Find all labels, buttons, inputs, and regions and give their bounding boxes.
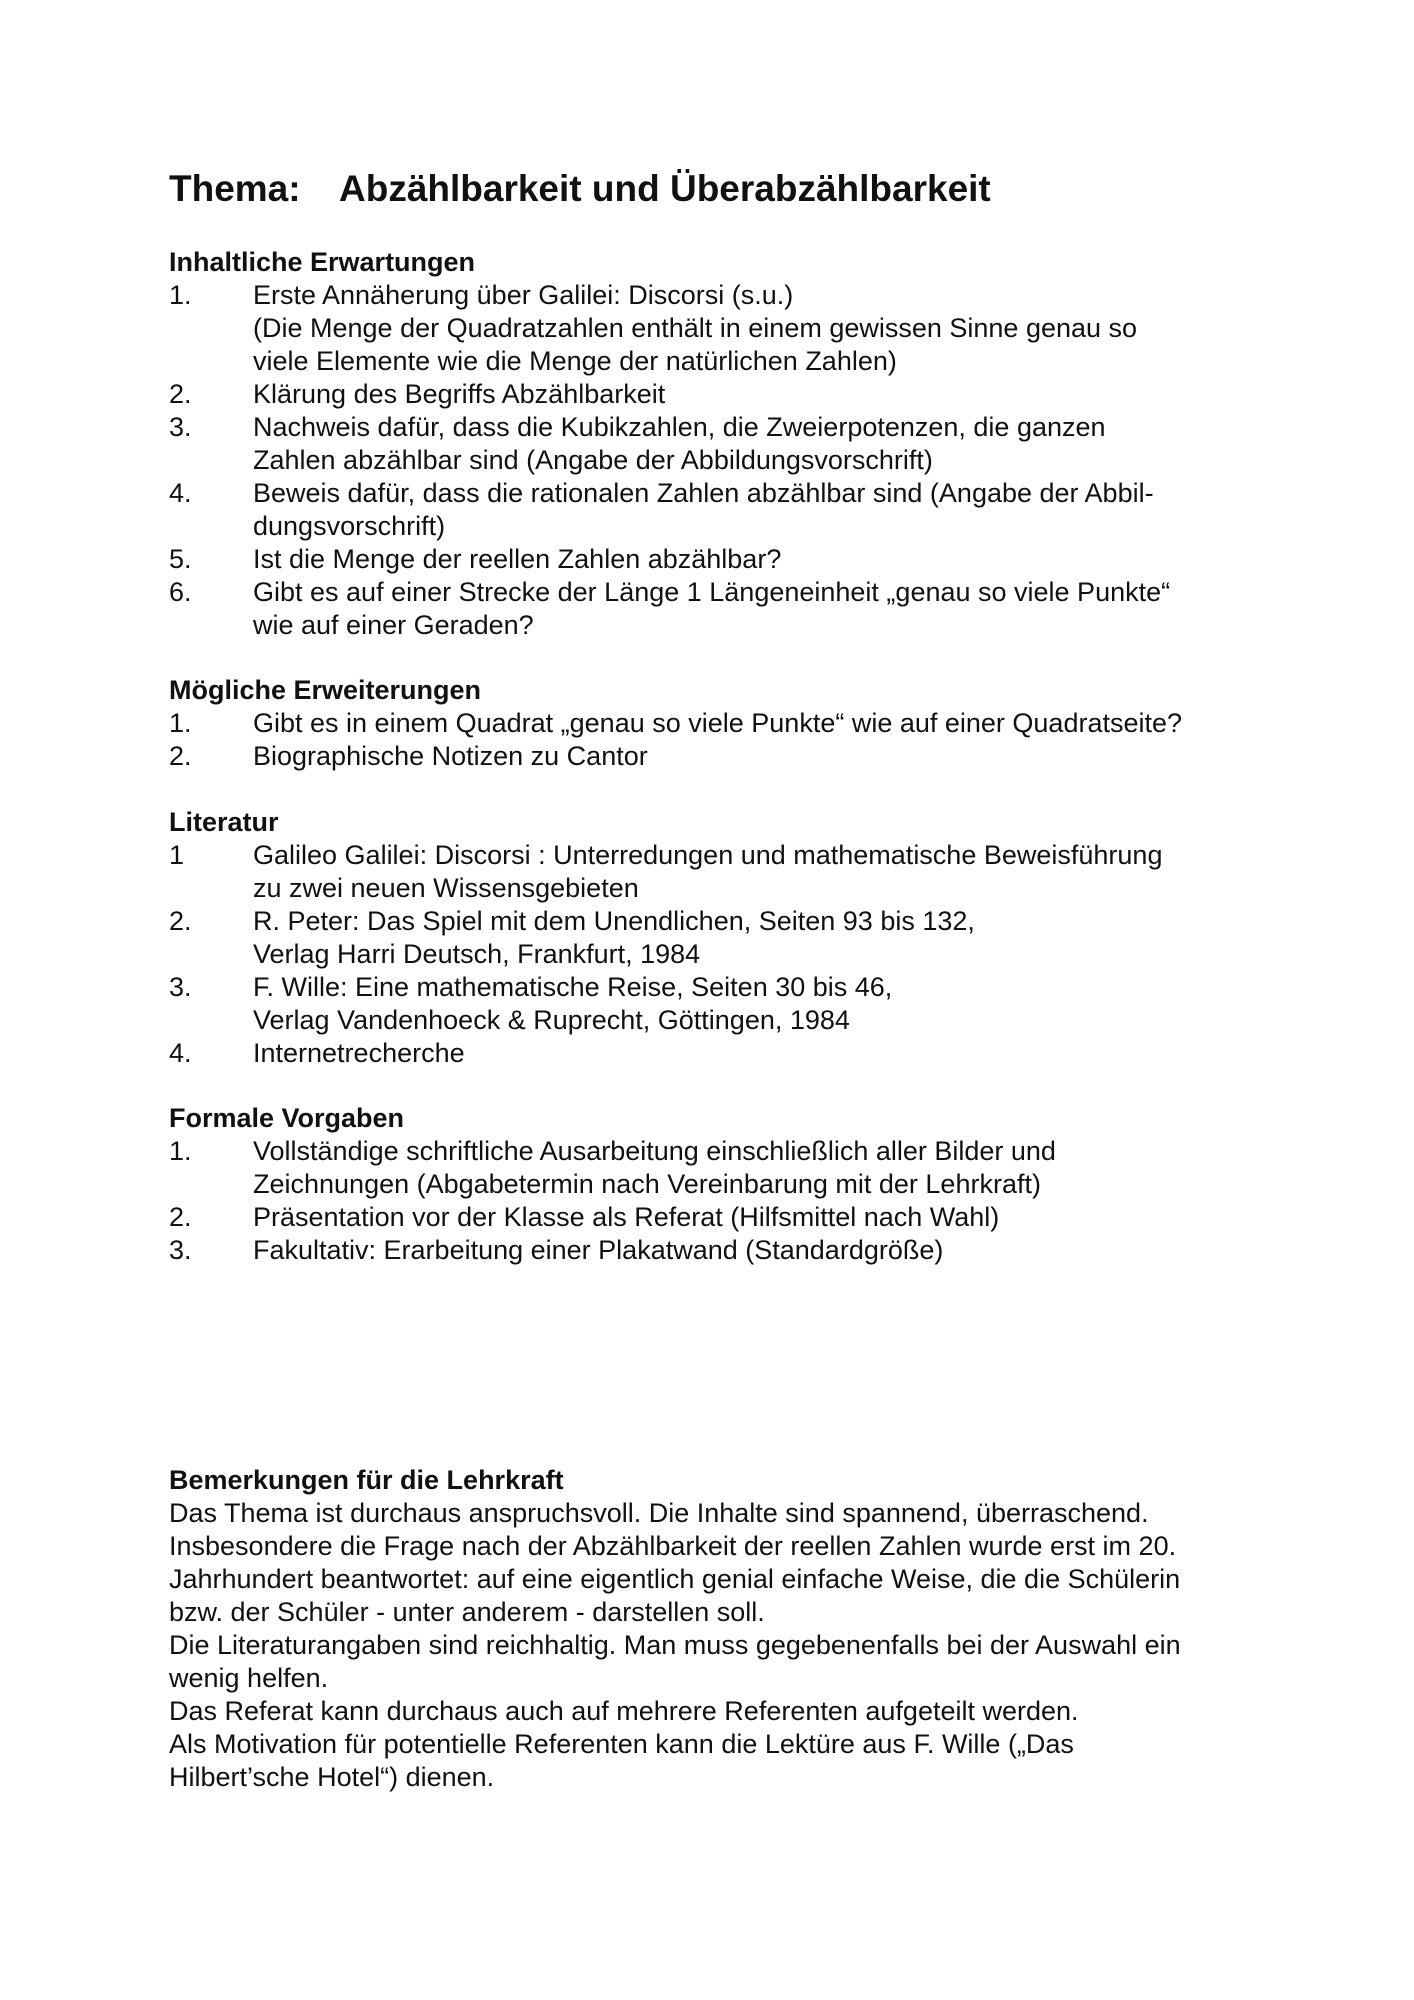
item-line: wie auf einer Geraden? bbox=[253, 610, 534, 640]
item-line: Zeichnungen (Abgabetermin nach Vereinbarung mit der Lehrkraft) bbox=[253, 1169, 1041, 1199]
page-title bbox=[169, 168, 991, 210]
item-number: 1 bbox=[169, 840, 185, 870]
list-item bbox=[169, 1135, 1289, 1201]
text-line: bzw. der Schüler - unter anderem - darstellen soll. bbox=[169, 1597, 765, 1627]
item-text bbox=[253, 411, 1289, 477]
item-text bbox=[253, 576, 1289, 642]
text-line: Insbesondere die Frage nach der Abzählbarkeit der reellen Zahlen wurde erst im 20. bbox=[169, 1531, 1177, 1561]
item-line: viele Elemente wie die Menge der natürlichen Zahlen) bbox=[253, 346, 897, 376]
list-item bbox=[169, 477, 1289, 543]
item-text bbox=[253, 1037, 1289, 1070]
item-text bbox=[253, 378, 1289, 411]
item-text bbox=[253, 707, 1289, 740]
item-number: 3. bbox=[169, 1235, 192, 1265]
list-item bbox=[169, 1037, 1289, 1070]
item-line: dungsvorschrift) bbox=[253, 511, 446, 541]
item-number: 2. bbox=[169, 1202, 192, 1232]
section-vorgaben bbox=[169, 1102, 1289, 1267]
list-item bbox=[169, 411, 1289, 477]
item-line: R. Peter: Das Spiel mit dem Unendlichen, Seiten 93 bis 132, bbox=[253, 906, 975, 936]
item-number: 3. bbox=[169, 972, 192, 1002]
list-item bbox=[169, 576, 1289, 642]
item-line: Präsentation vor der Klasse als Referat (Hilfsmittel nach Wahl) bbox=[253, 1202, 1000, 1232]
item-number: 1. bbox=[169, 280, 192, 310]
item-line: Internetrecherche bbox=[253, 1038, 465, 1068]
item-number: 1. bbox=[169, 1136, 192, 1166]
item-line: Erste Annäherung über Galilei: Discorsi (s.u.) bbox=[253, 280, 794, 310]
item-text bbox=[253, 477, 1289, 543]
text-line: Hilbert’sche Hotel“) dienen. bbox=[169, 1762, 495, 1792]
item-text bbox=[253, 905, 1289, 971]
item-line: Klärung des Begriffs Abzählbarkeit bbox=[253, 379, 666, 409]
text-line: Als Motivation für potentielle Referenten kann die Lektüre aus F. Wille („Das bbox=[169, 1729, 1074, 1759]
section-heading: Mögliche Erweiterungen bbox=[169, 675, 482, 705]
section-heading: Bemerkungen für die Lehrkraft bbox=[169, 1465, 564, 1495]
section-heading: Literatur bbox=[169, 807, 279, 837]
text-line: Das Referat kann durchaus auch auf mehrere Referenten aufgeteilt werden. bbox=[169, 1696, 1079, 1726]
list-item bbox=[169, 839, 1289, 905]
item-line: Zahlen abzählbar sind (Angabe der Abbildungsvorschrift) bbox=[253, 445, 933, 475]
item-line: Gibt es auf einer Strecke der Länge 1 Längeneinheit „genau so viele Punkte“ bbox=[253, 577, 1171, 607]
item-text bbox=[253, 543, 1289, 576]
item-line: Fakultativ: Erarbeitung einer Plakatwand (Standardgröße) bbox=[253, 1235, 944, 1265]
item-line: Verlag Vandenhoeck & Ruprecht, Göttingen, 1984 bbox=[253, 1005, 850, 1035]
list-item bbox=[169, 1201, 1289, 1234]
item-text bbox=[253, 1135, 1289, 1201]
item-text bbox=[253, 1234, 1289, 1267]
section-heading: Formale Vorgaben bbox=[169, 1103, 405, 1133]
item-line: Beweis dafür, dass die rationalen Zahlen abzählbar sind (Angabe der Abbil- bbox=[253, 478, 1154, 508]
list-item bbox=[169, 707, 1289, 740]
list-item bbox=[169, 740, 1289, 773]
item-line: (Die Menge der Quadratzahlen enthält in einem gewissen Sinne genau so bbox=[253, 313, 1138, 343]
item-line: Biographische Notizen zu Cantor bbox=[253, 741, 648, 771]
list-item bbox=[169, 279, 1289, 378]
text-line: Jahrhundert beantwortet: auf eine eigentlich genial einfache Weise, die die Schülerin bbox=[169, 1564, 1181, 1594]
item-text bbox=[253, 279, 1289, 378]
item-line: Verlag Harri Deutsch, Frankfurt, 1984 bbox=[253, 939, 701, 969]
section-erweiterungen bbox=[169, 674, 1289, 773]
item-line: Ist die Menge der reellen Zahlen abzählbar? bbox=[253, 544, 782, 574]
item-line: Vollständige schriftliche Ausarbeitung einschließlich aller Bilder und bbox=[253, 1136, 1056, 1166]
title-label: Thema: bbox=[169, 168, 301, 209]
item-line: Nachweis dafür, dass die Kubikzahlen, die Zweierpotenzen, die ganzen bbox=[253, 412, 1106, 442]
list-item bbox=[169, 1234, 1289, 1267]
item-number: 5. bbox=[169, 544, 192, 574]
item-text bbox=[253, 839, 1289, 905]
text-line: Das Thema ist durchaus anspruchsvoll. Die Inhalte sind spannend, überraschend. bbox=[169, 1498, 1149, 1528]
item-number: 1. bbox=[169, 708, 192, 738]
item-text bbox=[253, 740, 1289, 773]
list-item bbox=[169, 971, 1289, 1037]
text-line: Die Literaturangaben sind reichhaltig. Man muss gegebenenfalls bei der Auswahl ein bbox=[169, 1630, 1181, 1660]
item-line: F. Wille: Eine mathematische Reise, Seiten 30 bis 46, bbox=[253, 972, 893, 1002]
item-number: 2. bbox=[169, 741, 192, 771]
remarks-paragraph bbox=[169, 1497, 1289, 1794]
section-erwartungen bbox=[169, 246, 1289, 642]
list-item bbox=[169, 905, 1289, 971]
section-heading: Inhaltliche Erwartungen bbox=[169, 247, 476, 277]
list-item bbox=[169, 543, 1289, 576]
item-number: 2. bbox=[169, 379, 192, 409]
item-text bbox=[253, 1201, 1289, 1234]
item-line: Galileo Galilei: Discorsi : Unterredungen und mathematische Beweisführung bbox=[253, 840, 1163, 870]
section-literatur bbox=[169, 806, 1289, 1070]
item-text bbox=[253, 971, 1289, 1037]
item-number: 2. bbox=[169, 906, 192, 936]
item-number: 4. bbox=[169, 478, 192, 508]
item-number: 6. bbox=[169, 577, 192, 607]
text-line: wenig helfen. bbox=[169, 1663, 329, 1693]
item-number: 4. bbox=[169, 1038, 192, 1068]
list-item bbox=[169, 378, 1289, 411]
item-number: 3. bbox=[169, 412, 192, 442]
item-line: Gibt es in einem Quadrat „genau so viele Punkte“ wie auf einer Quadratseite? bbox=[253, 708, 1183, 738]
item-line: zu zwei neuen Wissensgebieten bbox=[253, 873, 639, 903]
section-bemerkungen bbox=[169, 1464, 1289, 1794]
title-text: Abzählbarkeit und Überabzählbarkeit bbox=[339, 168, 991, 209]
